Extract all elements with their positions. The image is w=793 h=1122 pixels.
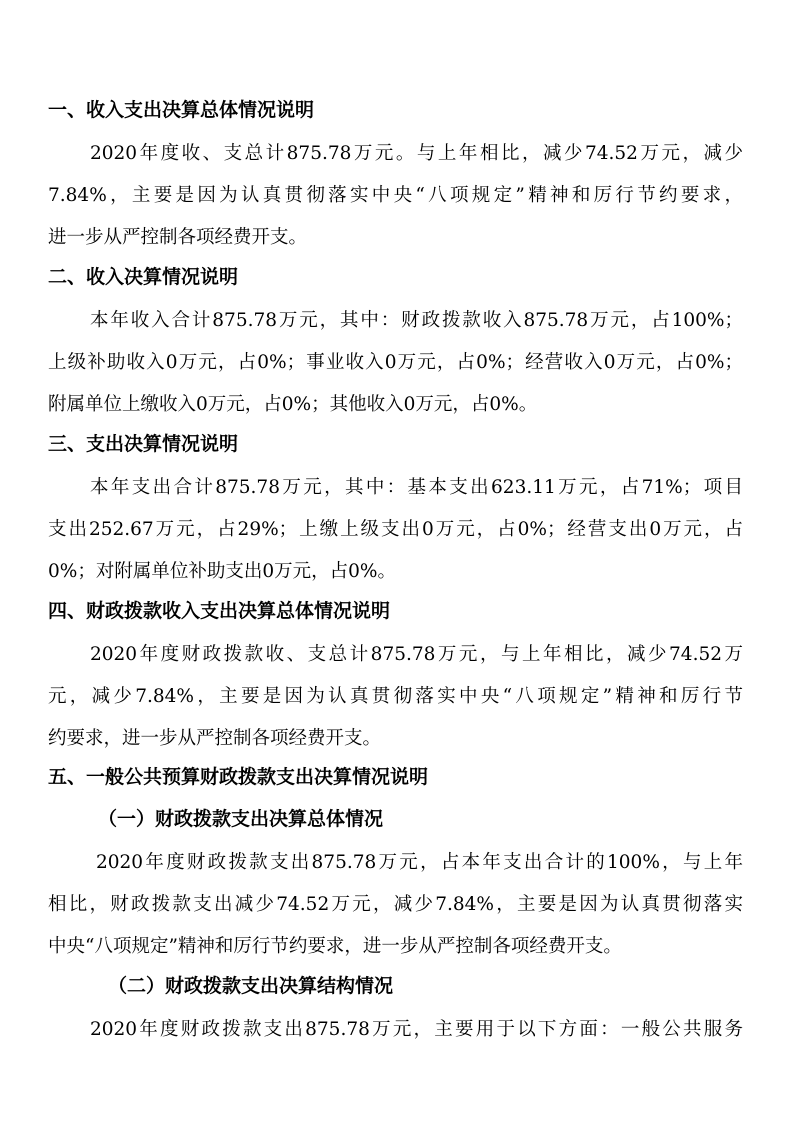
paragraph-line: 2020年度财政拨款支出875.78万元，主要用于以下方面：一般公共服务 xyxy=(90,1019,743,1040)
paragraph-line: 元，减少7.84%，主要是因为认真贯彻落实中央“八项规定”精神和厉行节 xyxy=(48,686,743,707)
paragraph-line: 2020年度收、支总计875.78万元。与上年相比，减少74.52万元，减少 xyxy=(90,143,743,164)
paragraph-line: 约要求，进一步从严控制各项经费开支。 xyxy=(48,728,382,749)
paragraph-line: 7.84%，主要是因为认真贯彻落实中央“八项规定”精神和厉行节约要求， xyxy=(48,185,743,206)
section-heading-1: 一、收入支出决算总体情况说明 xyxy=(48,99,315,121)
paragraph-line: 本年支出合计875.78万元，其中：基本支出623.11万元，占71%；项目 xyxy=(90,477,743,498)
paragraph-line: 上级补助收入0万元，占0%；事业收入0万元，占0%；经营收入0万元，占0%； xyxy=(48,352,743,373)
section-heading-2: 二、收入决算情况说明 xyxy=(48,266,239,288)
paragraph-line: 进一步从严控制各项经费开支。 xyxy=(48,227,308,248)
paragraph-line: 支出252.67万元，占29%；上缴上级支出0万元，占0%；经营支出0万元，占 xyxy=(48,519,743,540)
section-heading-3: 三、支出决算情况说明 xyxy=(48,433,239,455)
paragraph-line: 中央“八项规定”精神和厉行节约要求，进一步从严控制各项经费开支。 xyxy=(48,936,622,957)
paragraph-line: 2020年度财政拨款支出875.78万元，占本年支出合计的100%，与上年 xyxy=(96,852,743,873)
paragraph-line: 相比，财政拨款支出减少74.52万元，减少7.84%，主要是因为认真贯彻落实 xyxy=(48,894,743,915)
paragraph-line: 2020年度财政拨款收、支总计875.78万元，与上年相比，减少74.52万 xyxy=(90,644,743,665)
subsection-heading-1: （一）财政拨款支出决算总体情况 xyxy=(98,808,384,830)
paragraph-line: 本年收入合计875.78万元，其中：财政拨款收入875.78万元，占100%； xyxy=(90,310,743,331)
section-heading-5: 五、一般公共预算财政拨款支出决算情况说明 xyxy=(48,766,429,788)
paragraph-line: 0%；对附属单位补助支出0万元，占0%。 xyxy=(48,561,396,582)
section-heading-4: 四、财政拨款收入支出决算总体情况说明 xyxy=(48,600,391,622)
paragraph-line: 附属单位上缴收入0万元，占0%；其他收入0万元，占0%。 xyxy=(48,394,538,415)
subsection-heading-2: （二）财政拨款支出决算结构情况 xyxy=(108,975,394,997)
